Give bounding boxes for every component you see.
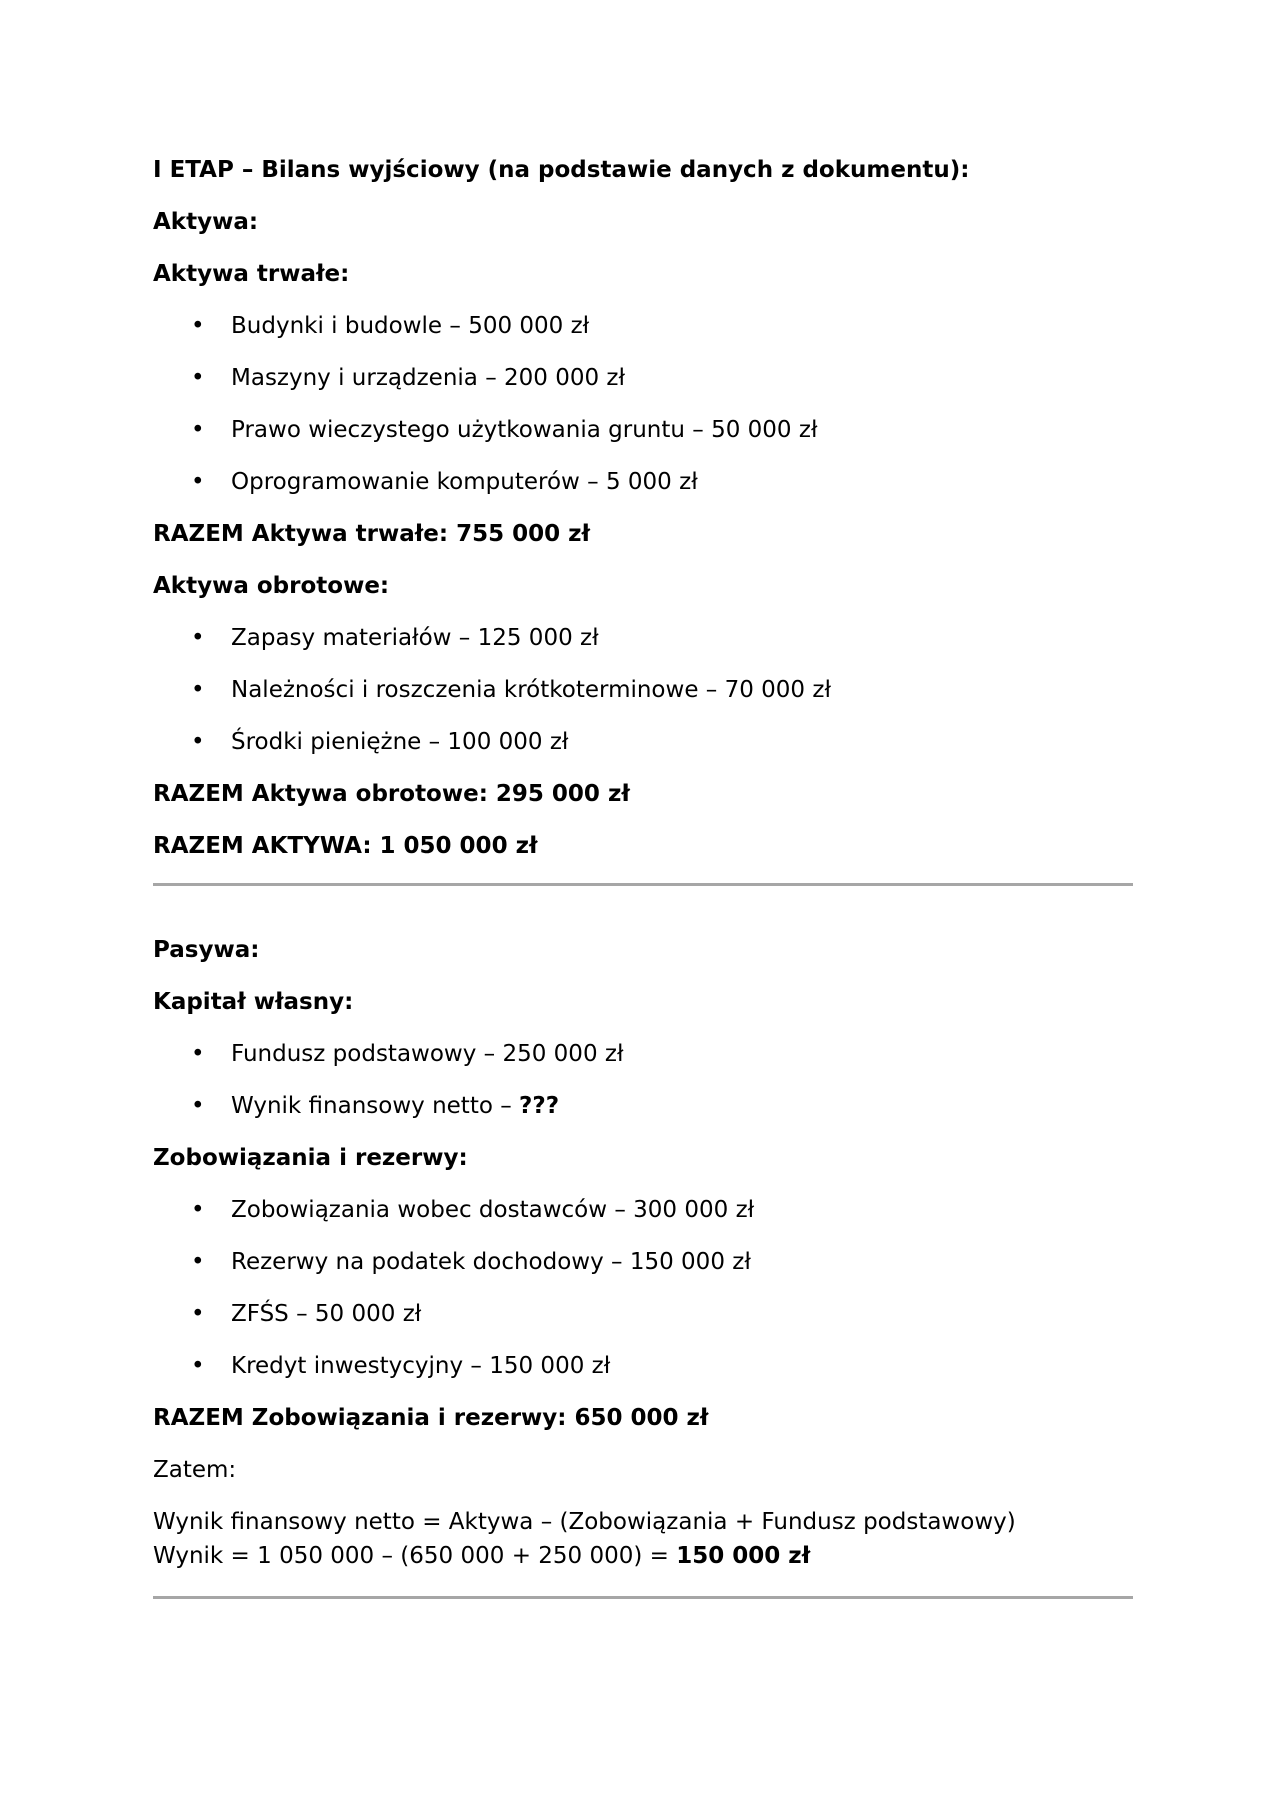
list-item-text: Maszyny i urządzenia – 200 000 zł <box>231 365 626 391</box>
assets-grand-total: RAZEM AKTYWA: 1 050 000 zł <box>153 833 538 859</box>
conclusion-calculation <box>153 1541 810 1571</box>
current-assets-total: RAZEM Aktywa obrotowe: 295 000 zł <box>153 781 630 807</box>
assets-title: Aktywa: <box>153 209 259 235</box>
list-item-text: ZFŚS – 50 000 zł <box>231 1301 422 1327</box>
list-item-text <box>231 1091 559 1121</box>
list-item-text: Zobowiązania wobec dostawców – 300 000 zł <box>231 1197 755 1223</box>
list-item-text: Zapasy materiałów – 125 000 zł <box>231 625 599 651</box>
fixed-assets-title: Aktywa trwałe: <box>153 261 350 287</box>
result-item-label: Wynik finansowy netto – <box>231 1093 520 1119</box>
bullet-icon: • <box>191 469 205 495</box>
result-item-unknown: ??? <box>519 1093 560 1119</box>
bullet-icon: • <box>191 1353 205 1379</box>
bullet-icon: • <box>191 625 205 651</box>
bullet-icon: • <box>191 1041 205 1067</box>
conclusion-intro: Zatem: <box>153 1457 237 1483</box>
list-item-text: Budynki i budowle – 500 000 zł <box>231 313 590 339</box>
liabilities-title: Pasywa: <box>153 937 260 963</box>
bullet-icon: • <box>191 1249 205 1275</box>
horizontal-divider <box>153 883 1133 886</box>
fixed-assets-total: RAZEM Aktywa trwałe: 755 000 zł <box>153 521 591 547</box>
bullet-icon: • <box>191 677 205 703</box>
obligations-title: Zobowiązania i rezerwy: <box>153 1145 468 1171</box>
bullet-icon: • <box>191 365 205 391</box>
bullet-icon: • <box>191 729 205 755</box>
list-item-text: Prawo wieczystego użytkowania gruntu – 50 000 zł <box>231 417 818 443</box>
document-heading: I ETAP – Bilans wyjściowy (na podstawie danych z dokumentu): <box>153 157 970 183</box>
horizontal-divider <box>153 1596 1133 1599</box>
bullet-icon: • <box>191 1301 205 1327</box>
bullet-icon: • <box>191 313 205 339</box>
list-item-text: Środki pieniężne – 100 000 zł <box>231 729 569 755</box>
list-item-text: Oprogramowanie komputerów – 5 000 zł <box>231 469 698 495</box>
list-item-text: Fundusz podstawowy – 250 000 zł <box>231 1041 624 1067</box>
equity-title: Kapitał własny: <box>153 989 354 1015</box>
list-item-text: Należności i roszczenia krótkoterminowe – 70 000 zł <box>231 677 831 703</box>
conclusion-formula: Wynik finansowy netto = Aktywa – (Zobowiązania + Fundusz podstawowy) <box>153 1509 1016 1535</box>
calculation-result: 150 000 zł <box>676 1543 811 1569</box>
list-item-text: Kredyt inwestycyjny – 150 000 zł <box>231 1353 611 1379</box>
obligations-total: RAZEM Zobowiązania i rezerwy: 650 000 zł <box>153 1405 709 1431</box>
current-assets-title: Aktywa obrotowe: <box>153 573 390 599</box>
bullet-icon: • <box>191 1197 205 1223</box>
list-item-text: Rezerwy na podatek dochodowy – 150 000 zł <box>231 1249 751 1275</box>
bullet-icon: • <box>191 417 205 443</box>
calculation-expression: Wynik = 1 050 000 – (650 000 + 250 000) = <box>153 1543 677 1569</box>
bullet-icon: • <box>191 1093 205 1119</box>
